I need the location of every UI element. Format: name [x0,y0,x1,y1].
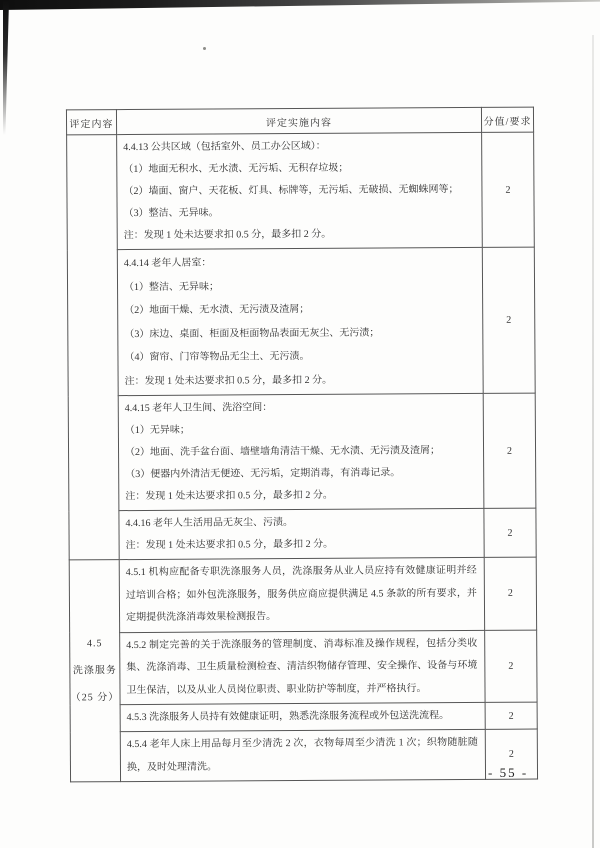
criteria-line: 4.5.3 洗涤服务人员持有效健康证明，熟悉洗涤服务流程或外包送洗流程。 [126,710,450,724]
scan-edge-left [3,0,9,135]
section-points: （25 分） [70,692,120,704]
criteria-note: 注：发现 1 处未达要求扣 0.5 分，最多扣 2 分。 [125,538,334,552]
criteria-cell-4414 [117,247,483,395]
criteria-line: （1）地面无积水、无水渍、无污垢、无积存垃圾； [123,162,349,176]
table-header-row [66,107,533,135]
criteria-cell-454 [120,729,485,781]
criteria-note: 注：发现 1 处未达要求扣 0.5 分，最多扣 2 分。 [123,228,332,242]
criteria-line: （1）整洁、无异味； [124,281,220,293]
criteria-line: （4）窗帘、门帘等物品无尘土、无污渍。 [124,350,310,364]
scan-speck [203,47,206,50]
criteria-line: （2）地面、洗手盆台面、墙壁墙角清洁干燥、无水渍、无污渍及渣屑； [125,445,441,459]
assessment-table [66,107,538,783]
criteria-paragraph: 4.5.1 机构应配备专职洗涤服务人员，洗涤服务从业人员应持有效健康证明并经过培训合格；如外包洗涤服务，服务供应商应提供满足 4.5 条款的所有要求，并定期提供洗涤消毒效果检测报告。 [125,564,477,624]
criteria-cell-453 [120,702,485,731]
score-cell: 2 [485,630,537,703]
score-cell: 2 [484,557,536,630]
criteria-note: 注：发现 1 处未达要求扣 0.5 分，最多扣 2 分。 [125,489,333,503]
criteria-cell-452 [120,630,485,705]
criteria-note: 注：发现 1 处未达要求扣 0.5 分，最多扣 2 分。 [124,374,333,387]
score-cell: 2 [485,729,537,779]
criteria-line: （2）墙面、窗户、天花板、灯具、标牌等，无污垢、无破损、无蜘蛛网等； [123,184,459,198]
assessment-table-container [66,107,537,783]
criteria-line: （3）便器内外清洁无便迹、无污垢，定期消毒，有消毒记录。 [125,467,401,481]
criteria-line: （3）整洁、无异味。 [123,207,219,220]
section-label-4-5 [69,560,120,782]
criteria-paragraph: 4.5.4 老年人床上用品每月至少清洗 2 次，衣物每周至少清洗 1 次；织物随脏随换，及时处理清洗。 [126,736,478,773]
table-row [67,132,535,250]
score-cell: 2 [482,132,535,247]
criteria-cell-4413 [117,132,483,249]
criteria-line: （1）无异味； [124,424,190,437]
criteria-line: 4.4.14 老年人居室： [123,257,212,270]
header-eval-implementation: 评定实施内容 [116,107,481,134]
criteria-line: （3）床边、桌面、柜面及柜面物品表面无灰尘、无污渍； [124,327,380,340]
score-cell: 2 [485,702,537,729]
criteria-line: 4.4.13 公共区域（包括室外、员工办公区域）： [123,140,326,154]
table-row [69,557,536,632]
scan-edge-top [0,0,600,10]
table-row [70,729,537,782]
criteria-line: （2）地面干燥、无水渍、无污渍及渣屑； [124,303,310,317]
section-number: 4.5 [86,638,103,650]
criteria-cell-4415 [118,393,484,510]
scan-edge-right [592,35,594,848]
score-cell: 2 [482,247,535,393]
criteria-cell-451 [119,557,484,632]
table-row [68,393,536,511]
section-label-empty [67,135,120,560]
table-row [67,247,535,396]
criteria-paragraph: 4.5.2 制定完善的关于洗涤服务的管理制度、消毒标准及操作规程，包括分类收集、洗涤消毒、卫生质量检测检查、清洁织物储存管理、安全操作、设备与环境卫生保洁，以及从业人员岗位职责、职业防护等制度，并严格执行。 [126,637,478,696]
section-title: 洗涤服务 [72,665,117,677]
criteria-cell-4416 [119,508,484,559]
header-eval-content: 评定内容 [66,110,116,135]
header-score-requirement: 分值/要求 [481,107,533,132]
table-row [70,702,537,732]
score-cell: 2 [483,393,536,508]
table-row [69,508,536,560]
page-number: - 55 - [488,765,529,780]
criteria-line: 4.4.16 老年人生活用品无灰尘、污渍。 [125,517,294,530]
score-cell: 2 [484,508,536,557]
criteria-line: 4.4.15 老年人卫生间、洗浴空间： [124,402,273,415]
table-row [70,630,537,705]
